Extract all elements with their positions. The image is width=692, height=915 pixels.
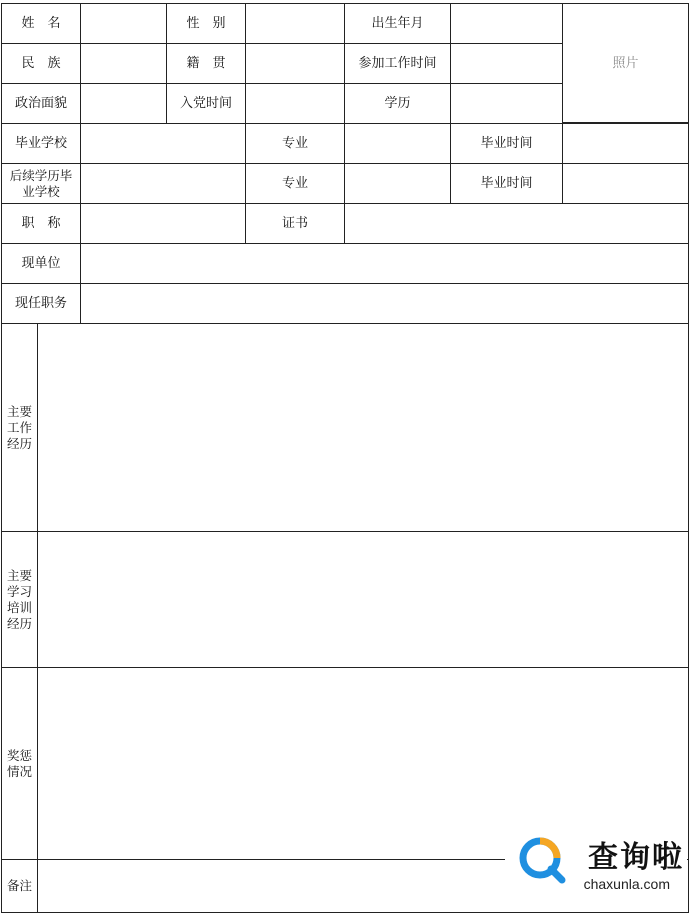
school-field[interactable] bbox=[80, 123, 246, 164]
training-field[interactable] bbox=[37, 531, 689, 668]
further-major-field[interactable] bbox=[344, 163, 451, 204]
party-join-label: 入党时间 bbox=[166, 83, 246, 124]
title-field[interactable] bbox=[80, 203, 246, 244]
work-history-label bbox=[1, 323, 38, 532]
education-field[interactable] bbox=[450, 83, 563, 124]
certificate-label: 证书 bbox=[245, 203, 345, 244]
name-field[interactable] bbox=[80, 3, 167, 44]
training-label bbox=[1, 531, 38, 668]
gender-field[interactable] bbox=[245, 3, 345, 44]
title-label: 职 称 bbox=[1, 203, 81, 244]
magnifier-q-icon bbox=[516, 834, 568, 886]
further-grad-time-label: 毕业时间 bbox=[450, 163, 563, 204]
current-unit-label: 现单位 bbox=[1, 243, 81, 284]
birth-label: 出生年月 bbox=[344, 3, 451, 44]
work-start-field[interactable] bbox=[450, 43, 563, 84]
name-label: 姓 名 bbox=[1, 3, 81, 44]
work-history-field[interactable] bbox=[37, 323, 689, 532]
party-join-field[interactable] bbox=[245, 83, 345, 124]
remarks-label bbox=[1, 859, 38, 913]
school-label: 毕业学校 bbox=[1, 123, 81, 164]
further-school-label bbox=[1, 163, 81, 204]
work-start-label: 参加工作时间 bbox=[344, 43, 451, 84]
ethnicity-field[interactable] bbox=[80, 43, 167, 84]
ethnicity-label: 民 族 bbox=[1, 43, 81, 84]
grad-time-label: 毕业时间 bbox=[450, 123, 563, 164]
further-grad-time-field[interactable] bbox=[562, 163, 689, 204]
watermark-brand: 查询啦 bbox=[588, 840, 684, 875]
certificate-field[interactable] bbox=[344, 203, 689, 244]
work-history-label-text: 主要工作经历 bbox=[6, 403, 32, 451]
photo-box[interactable]: 照片 bbox=[562, 3, 689, 123]
awards-label-text: 奖惩情况 bbox=[6, 747, 32, 779]
current-position-label: 现任职务 bbox=[1, 283, 81, 324]
awards-label bbox=[1, 667, 38, 860]
gender-label: 性 别 bbox=[166, 3, 246, 44]
further-major-label: 专业 bbox=[245, 163, 345, 204]
political-status-field[interactable] bbox=[80, 83, 167, 124]
birth-field[interactable] bbox=[450, 3, 563, 44]
watermark-url: chaxunla.com bbox=[583, 876, 670, 892]
remarks-label-text: 备注 bbox=[6, 878, 32, 893]
current-unit-field[interactable] bbox=[80, 243, 689, 284]
further-school-field[interactable] bbox=[80, 163, 246, 204]
native-place-label: 籍 贯 bbox=[166, 43, 246, 84]
training-label-text: 主要学习培训经历 bbox=[6, 567, 32, 631]
further-school-label-text: 后续学历毕业学校 bbox=[9, 167, 73, 199]
grad-time-field[interactable] bbox=[562, 123, 689, 164]
education-label: 学历 bbox=[344, 83, 451, 124]
current-position-field[interactable] bbox=[80, 283, 689, 324]
political-status-label: 政治面貌 bbox=[1, 83, 81, 124]
major-field[interactable] bbox=[344, 123, 451, 164]
native-place-field[interactable] bbox=[245, 43, 345, 84]
major-label: 专业 bbox=[245, 123, 345, 164]
